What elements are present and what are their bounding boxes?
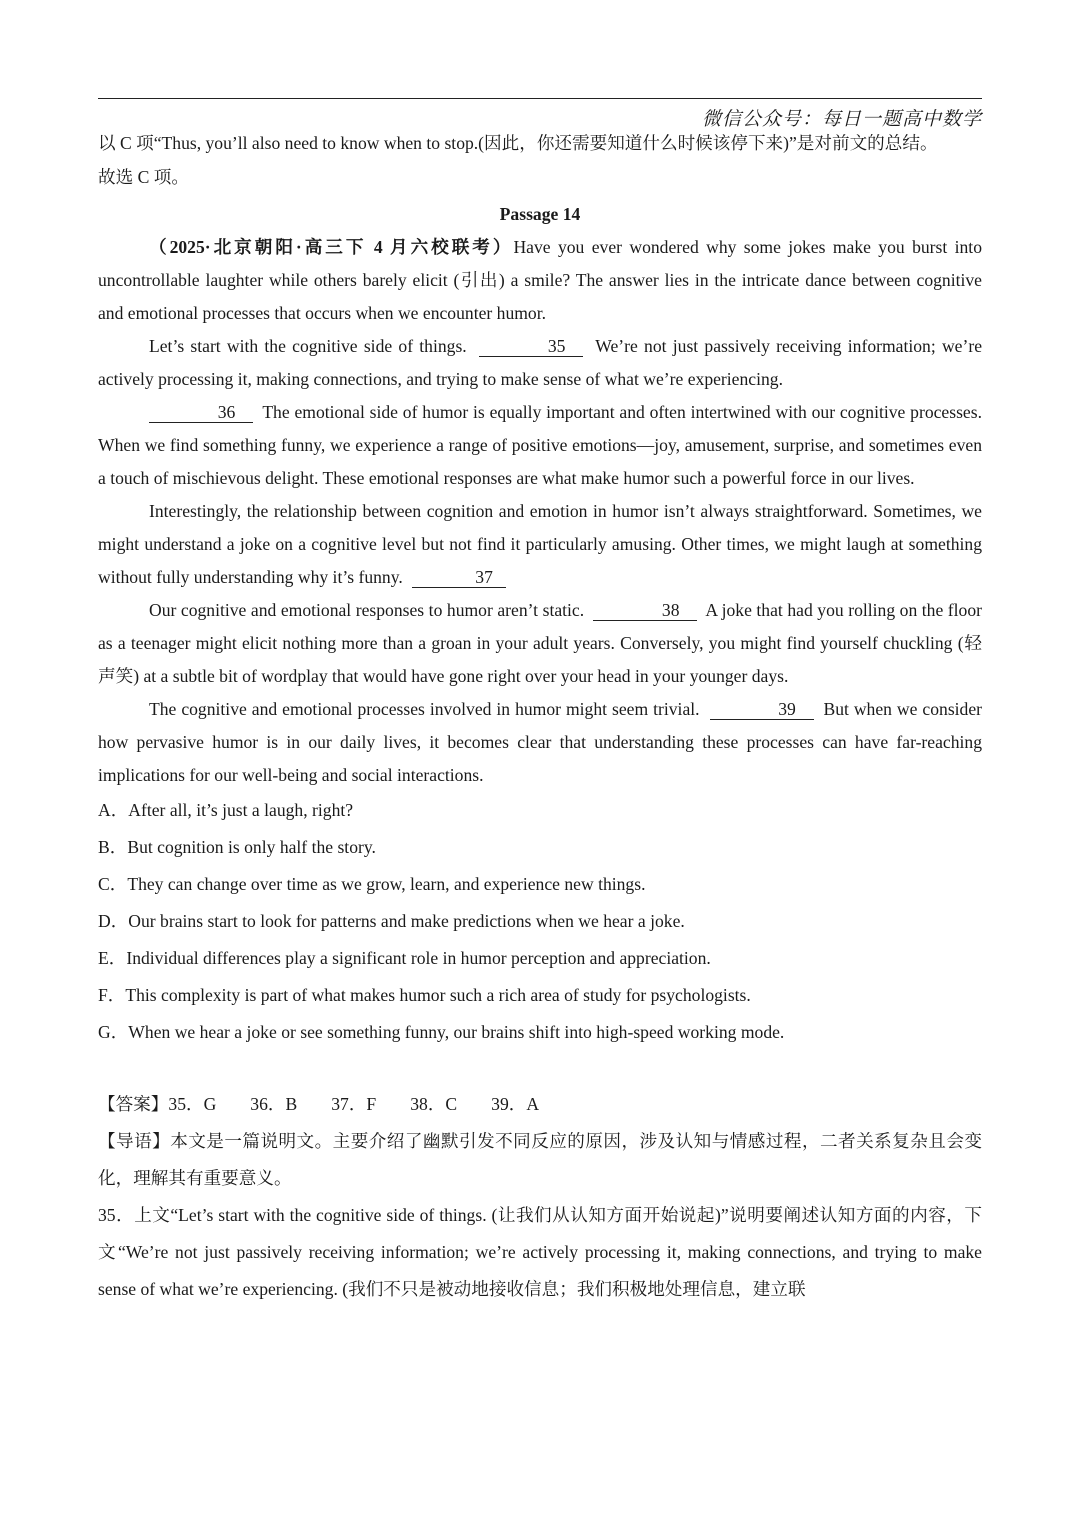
option-d: D．Our brains start to look for patterns and make predictions when we hear a joke. (98, 911, 685, 931)
option-b: B．But cognition is only half the story. (98, 837, 376, 857)
blank-35: 35 (479, 336, 583, 357)
passage-paragraph-2: Let’s start with the cognitive side of things. 35 We’re not just passively receiving information; we’re actively processing it, making connections, and trying to make sense of what we’re experiencing. (98, 336, 983, 389)
answer-36: 36．B (250, 1094, 298, 1114)
answer-label: 【答案】 (98, 1094, 169, 1114)
header-divider (98, 98, 982, 99)
header-wechat-label: 微信公众号：每日一题高中数学 (701, 108, 982, 130)
passage-paragraph-5: Our cognitive and emotional responses to humor aren’t static. 38 A joke that had you rolling on the floor as a teenager might elicit nothing more than a groan in your adult years. Conversely, you might find yourself chuckling (轻声笑) at a subtle bit of wordplay that would have gone right over your head in your younger days. (98, 600, 983, 686)
passage-title: Passage 14 (499, 204, 581, 224)
blank-36: 36 (149, 402, 253, 423)
answer-39: 39．A (491, 1094, 540, 1114)
passage-paragraph-3: 36 The emotional side of humor is equally important and often intertwined with our cognitive processes. When we find something funny, we experience a range of positive emotions—joy, amusement, surprise, and sometimes even a touch of mischievous delight. These emotional responses are what make humor such a powerful force in our lives. (98, 402, 982, 488)
guide-paragraph: 【导语】本文是一篇说明文。主要介绍了幽默引发不同反应的原因，涉及认知与情感过程，二者关系复杂且会变化，理解其有重要意义。 (98, 1131, 982, 1188)
passage-paragraph-6: The cognitive and emotional processes involved in humor might seem trivial. 39 But when we consider how pervasive humor is in our daily lives, it becomes clear that understanding these processes can have far-reaching implications for our well-being and social interactions. (98, 699, 983, 785)
answer-35: 35．G (168, 1094, 217, 1114)
spacer (98, 1051, 982, 1085)
option-g: G．When we hear a joke or see something funny, our brains shift into high-speed working mode. (98, 1022, 785, 1042)
blank-38: 38 (593, 600, 697, 621)
options-list (98, 792, 982, 1051)
answer-38: 38．C (410, 1094, 458, 1114)
option-f: F．This complexity is part of what makes humor such a rich area of study for psychologists. (98, 985, 751, 1005)
prev-explanation-line-1: 以 C 项“Thus, you’ll also need to know when to stop.(因此，你还需要知道什么时候该停下来)”是对前文的总结。 (98, 133, 938, 153)
passage-paragraph-1: （2025·北京朝阳·高三下 4 月六校联考）Have you ever wondered why some jokes make you burst into uncontrollable laughter while others barely elicit (引出) a smile? The answer lies in the intricate dance between cognitive and emotional processes that occurs when we encounter humor. (98, 237, 982, 323)
blank-39: 39 (710, 699, 814, 720)
answer-37: 37．F (331, 1094, 377, 1114)
guide-label: 【导语】 (98, 1131, 171, 1151)
explanation-35: 35．上文“Let’s start with the cognitive side of things. (让我们从认知方面开始说起)”说明要阐述认知方面的内容，下文“We’re not just passively receiving information; we’re actively processing it, making connections, and trying to make sense of what we’re experiencing. (我们不只是被动地接收信息；我们积极地处理信息，建立联 (98, 1205, 982, 1299)
option-c: C．They can change over time as we grow, learn, and experience new things. (98, 874, 646, 894)
document-body (98, 126, 982, 1308)
passage-paragraph-4: Interestingly, the relationship between cognition and emotion in humor isn’t always straightforward. Sometimes, we might understand a joke on a cognitive level but not find it particularly amusing. Other times, we might laugh at something without fully understanding why it’s funny. 37 (98, 501, 982, 587)
prev-explanation-line-2: 故选 C 项。 (98, 167, 189, 187)
passage-source: （2025·北京朝阳·高三下 4 月六校联考） (149, 237, 514, 257)
blank-37: 37 (412, 567, 506, 588)
option-e: E．Individual differences play a significant role in humor perception and appreciation. (98, 948, 711, 968)
answer-key (98, 1085, 982, 1123)
option-a: A．After all, it’s just a laugh, right? (98, 800, 354, 820)
